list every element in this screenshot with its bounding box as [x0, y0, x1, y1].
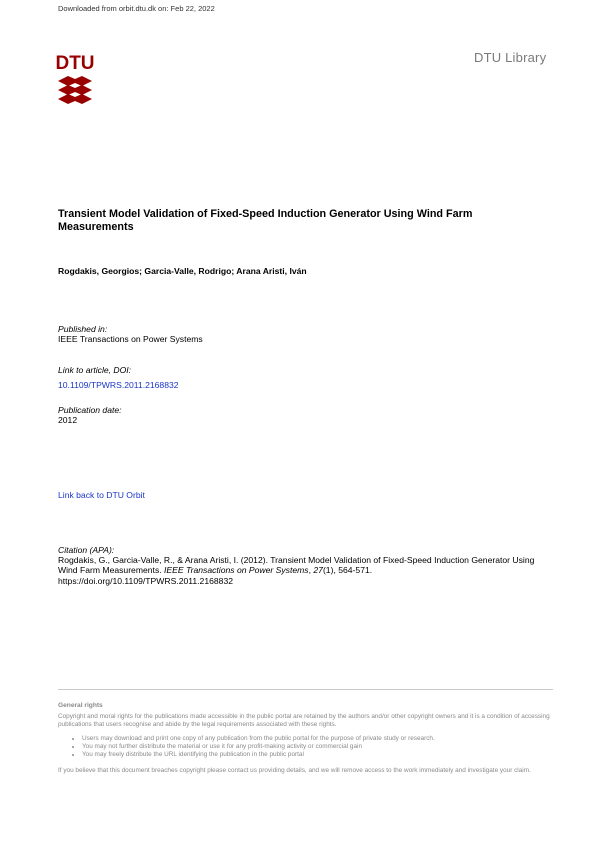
general-rights-footer: If you believe that this document breaches copyright please contact us providing details, and we will remove access to the work immediately and investigate your claim.: [58, 767, 531, 774]
doi-link[interactable]: 10.1109/TPWRS.2011.2168832: [58, 380, 179, 390]
general-rights-section: [58, 702, 553, 775]
general-rights-list: [58, 735, 553, 759]
citation-main: Rogdakis, G., Garcia-Valle, R., & Arana Aristi, I. (2012). Transient Model Validation of Fixed-Speed Induction Generator Using Wind Farm Measurements.: [58, 555, 535, 576]
citation-section: [58, 545, 548, 586]
publication-date-section: [58, 405, 122, 425]
citation-label: Citation (APA):: [58, 545, 115, 555]
dtu-logo-stripes: [58, 76, 92, 104]
dtu-logo: [55, 52, 95, 104]
list-item: • You may freely distribute the URL identifying the publication in the public portal: [82, 751, 553, 759]
publication-date-label: Publication date:: [58, 405, 122, 415]
dtu-logo-text: DTU: [55, 53, 95, 74]
general-rights-heading: General rights: [58, 702, 103, 709]
published-in-section: [58, 324, 203, 344]
download-note: Downloaded from orbit.dtu.dk on: Feb 22, 2022: [58, 4, 215, 13]
citation-doi-url: https://doi.org/10.1109/TPWRS.2011.2168832: [58, 575, 234, 586]
published-in-value: IEEE Transactions on Power Systems: [58, 334, 203, 344]
citation-text: [58, 555, 548, 586]
orbit-link-section: [58, 485, 145, 503]
page-title: Transient Model Validation of Fixed-Speed Induction Generator Using Wind Farm Measurements: [58, 208, 473, 233]
orbit-link[interactable]: Link back to DTU Orbit: [58, 490, 145, 500]
citation-volume: 27: [313, 565, 323, 576]
citation-issue-pages: (1), 564-571.: [322, 565, 373, 576]
divider: [58, 689, 553, 690]
list-item: • You may not further distribute the material or use it for any profit-making activity or commercial gain: [82, 743, 553, 751]
doi-label: Link to article, DOI:: [58, 365, 132, 375]
doi-section: [58, 365, 179, 393]
list-item: • Users may download and print one copy of any publication from the public portal for the purpose of private study or research.: [82, 735, 553, 743]
publication-date-value: 2012: [58, 415, 78, 425]
dtu-library-label: DTU Library: [474, 50, 547, 65]
published-in-label: Published in:: [58, 324, 108, 334]
citation-journal: IEEE Transactions on Power Systems: [164, 565, 309, 576]
general-rights-intro: Copyright and moral rights for the publications made accessible in the public portal are retained by the authors and/or other copyright owners and it is a condition of accessing publications that users recognise and abide by the legal requirements associated with these rights.: [58, 713, 550, 728]
authors: Rogdakis, Georgios; Garcia-Valle, Rodrigo; Arana Aristi, Iván: [58, 266, 307, 276]
citation-sep: ,: [308, 565, 314, 576]
